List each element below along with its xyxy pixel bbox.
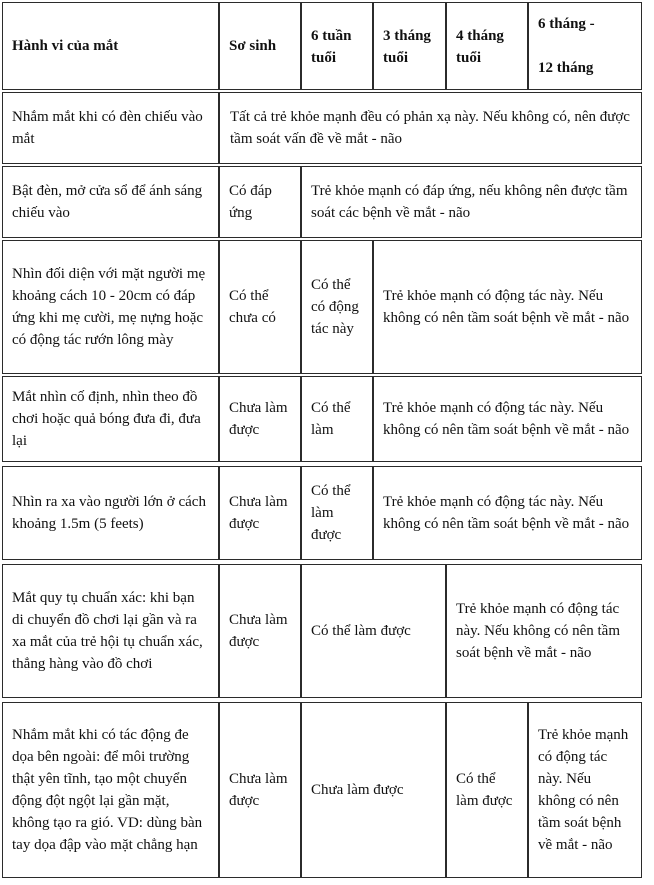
row1-behavior [2, 92, 219, 164]
header-6-12-months-line1: 6 tháng - [538, 16, 595, 32]
row3-6-weeks-text: Có thể có động tác này [311, 277, 359, 337]
header-behavior [2, 2, 219, 90]
row7-newborn [219, 702, 301, 878]
row3-behavior-text: Nhìn đối diện với mặt người mẹ khoảng cách 10 - 20cm có đáp ứng khi mẹ cười, mẹ nựng hoặc có động tác rướn lông mày [12, 266, 206, 348]
row4-6-weeks-text: Có thể làm [311, 400, 351, 438]
row7-6-12-months [528, 702, 642, 878]
row7-behavior [2, 702, 219, 878]
row6-behavior-text: Mắt quy tụ chuẩn xác: khi bạn di chuyển đồ chơi lại gần và ra xa mắt của trẻ hội tụ chuẩn xác, thẳng hàng vào đồ chơi [12, 590, 203, 672]
row7-6w-3m [301, 702, 446, 878]
header-6-12-months-line2: 12 tháng [538, 60, 594, 76]
row6-span-text: Trẻ khỏe mạnh có động tác này. Nếu không có nên tầm soát bệnh về mắt - não [456, 601, 620, 661]
row3-6-weeks [301, 240, 373, 374]
row7-newborn-text: Chưa làm được [229, 771, 288, 809]
row5-6-weeks [301, 466, 373, 560]
row5-span-text: Trẻ khỏe mạnh có động tác này. Nếu không có nên tầm soát bệnh về mắt - não [383, 494, 630, 532]
row5-newborn-text: Chưa làm được [229, 494, 288, 532]
row2-newborn [219, 166, 301, 238]
header-6-12-months [528, 2, 642, 90]
row3-newborn [219, 240, 301, 374]
row4-newborn [219, 376, 301, 462]
row4-span [373, 376, 642, 462]
row5-6-weeks-text: Có thể làm được [311, 483, 351, 543]
row3-newborn-text: Có thể chưa có [229, 288, 276, 326]
row7-6w-3m-text: Chưa làm được [311, 782, 404, 798]
row3-span-text: Trẻ khỏe mạnh có động tác này. Nếu không có nên tầm soát bệnh về mắt - não [383, 288, 630, 326]
row4-6-weeks [301, 376, 373, 462]
row6-behavior [2, 564, 219, 698]
row5-behavior [2, 466, 219, 560]
row4-span-text: Trẻ khỏe mạnh có động tác này. Nếu không có nên tầm soát bệnh về mắt - não [383, 400, 630, 438]
row7-6-12-months-text: Trẻ khỏe mạnh có động tác này. Nếu không có nên tầm soát bệnh về mắt - não [538, 727, 629, 853]
row1-span [219, 92, 642, 164]
row1-span-text: Tất cả trẻ khỏe mạnh đều có phản xạ này. Nếu không có, nên được tầm soát vấn đề về mắt - não [230, 109, 630, 147]
row7-4-months-text: Có thể làm được [456, 771, 513, 809]
row6-span [446, 564, 642, 698]
header-newborn-text: Sơ sinh [229, 38, 277, 54]
header-newborn [219, 2, 301, 90]
row3-span [373, 240, 642, 374]
header-6-weeks [301, 2, 373, 90]
row3-behavior [2, 240, 219, 374]
header-3-months-text: 3 tháng tuổi [383, 28, 431, 66]
row6-6w-3m-text: Có thể làm được [311, 623, 411, 639]
row4-behavior [2, 376, 219, 462]
row5-span [373, 466, 642, 560]
row5-newborn [219, 466, 301, 560]
header-3-months [373, 2, 446, 90]
row2-span-text: Trẻ khỏe mạnh có đáp ứng, nếu không nên được tầm soát các bệnh về mắt - não [311, 183, 628, 221]
header-4-months-text: 4 tháng tuổi [456, 28, 504, 66]
row1-behavior-text: Nhắm mắt khi có đèn chiếu vào mắt [12, 109, 203, 147]
header-6-weeks-text: 6 tuần tuổi [311, 28, 352, 66]
row2-newborn-text: Có đáp ứng [229, 183, 272, 221]
row7-behavior-text: Nhắm mắt khi có tác động đe dọa bên ngoài: để môi trường thật yên tĩnh, tạo một chuyển động đột ngột lại gần mặt, không tạo ra gió. VD: dùng bàn tay dọa đập vào mặt chẳng hạn [12, 727, 203, 853]
row2-behavior-text: Bật đèn, mở cửa sổ để ánh sáng chiếu vào [12, 183, 203, 221]
row7-4-months [446, 702, 528, 878]
header-behavior-text: Hành vi của mắt [12, 38, 119, 54]
row6-newborn [219, 564, 301, 698]
row2-behavior [2, 166, 219, 238]
row6-newborn-text: Chưa làm được [229, 612, 288, 650]
row4-behavior-text: Mắt nhìn cố định, nhìn theo đồ chơi hoặc quả bóng đưa đi, đưa lại [12, 389, 201, 449]
row2-span [301, 166, 642, 238]
row6-6w-3m [301, 564, 446, 698]
row5-behavior-text: Nhìn ra xa vào người lớn ở cách khoảng 1.5m (5 feets) [12, 494, 206, 532]
header-4-months [446, 2, 528, 90]
row4-newborn-text: Chưa làm được [229, 400, 288, 438]
